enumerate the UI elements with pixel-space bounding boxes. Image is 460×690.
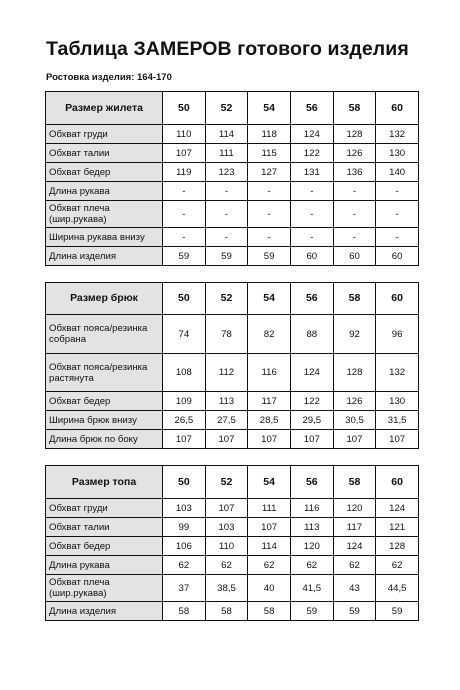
table-cell: 114: [205, 125, 248, 144]
size-header: 54: [248, 466, 291, 499]
table-row: [46, 602, 419, 621]
size-header: 56: [290, 92, 333, 125]
size-header: 60: [376, 466, 419, 499]
table-cell: -: [163, 228, 206, 247]
row-label: Ширина рукава внизу: [46, 228, 163, 247]
table-cell: 62: [205, 556, 248, 575]
header-label: Размер жилета: [46, 92, 163, 125]
row-label: Обхват плеча (шир.рукава): [46, 201, 163, 228]
table-cell: 59: [205, 247, 248, 266]
table-cell: 114: [248, 537, 291, 556]
table-cell: 140: [376, 163, 419, 182]
table-cell: 116: [248, 354, 291, 392]
table-cell: 120: [333, 499, 376, 518]
table-cell: 109: [163, 392, 206, 411]
table-cell: -: [333, 228, 376, 247]
table-cell: 107: [333, 430, 376, 449]
table-cell: -: [205, 201, 248, 228]
vest-size-table: [45, 91, 419, 266]
table-cell: 106: [163, 537, 206, 556]
table-row: [46, 556, 419, 575]
table-cell: 96: [376, 315, 419, 354]
table-cell: 107: [248, 518, 291, 537]
table-cell: 60: [290, 247, 333, 266]
table-cell: 122: [290, 144, 333, 163]
table-cell: 136: [333, 163, 376, 182]
table-cell: 62: [248, 556, 291, 575]
table-row: [46, 125, 419, 144]
table-cell: -: [290, 228, 333, 247]
table-cell: 113: [205, 392, 248, 411]
table-cell: 40: [248, 575, 291, 602]
table-cell: -: [248, 201, 291, 228]
table-cell: 117: [333, 518, 376, 537]
table-row: [46, 411, 419, 430]
table-cell: 111: [248, 499, 291, 518]
table-row: [46, 354, 419, 392]
table-cell: 112: [205, 354, 248, 392]
table-cell: 59: [163, 247, 206, 266]
table-cell: 60: [333, 247, 376, 266]
table-cell: -: [205, 182, 248, 201]
size-header: 58: [333, 92, 376, 125]
table-row: [46, 518, 419, 537]
table-cell: 28,5: [248, 411, 291, 430]
table-cell: 131: [290, 163, 333, 182]
row-label: Обхват плеча (шир.рукава): [46, 575, 163, 602]
table-cell: 118: [248, 125, 291, 144]
table-cell: 26,5: [163, 411, 206, 430]
size-header: 58: [333, 283, 376, 315]
table-cell: 29,5: [290, 411, 333, 430]
table-row: [46, 144, 419, 163]
table-cell: 107: [376, 430, 419, 449]
table-cell: 116: [290, 499, 333, 518]
table-row: [46, 537, 419, 556]
table-cell: 124: [290, 354, 333, 392]
table-cell: 128: [333, 125, 376, 144]
page-title: Таблица ЗАМЕРОВ готового изделия: [46, 38, 409, 60]
size-header: 52: [205, 283, 248, 315]
table-cell: 62: [290, 556, 333, 575]
table-row: [46, 430, 419, 449]
table-cell: 43: [333, 575, 376, 602]
header-label: Размер брюк: [46, 283, 163, 315]
row-label: Обхват талии: [46, 144, 163, 163]
table-cell: 103: [163, 499, 206, 518]
table-cell: -: [333, 201, 376, 228]
table-cell: 123: [205, 163, 248, 182]
size-header: 54: [248, 283, 291, 315]
table-cell: 130: [376, 144, 419, 163]
size-header: 60: [376, 92, 419, 125]
table-row: [46, 315, 419, 354]
table-cell: 128: [376, 537, 419, 556]
table-cell: -: [163, 182, 206, 201]
table-cell: 59: [333, 602, 376, 621]
table-row: [46, 228, 419, 247]
table-cell: 124: [290, 125, 333, 144]
table-cell: -: [376, 201, 419, 228]
table-cell: 31,5: [376, 411, 419, 430]
size-header: 56: [290, 466, 333, 499]
row-label: Длина изделия: [46, 602, 163, 621]
size-header: 58: [333, 466, 376, 499]
top-size-table: [45, 465, 419, 621]
row-label: Длина рукава: [46, 182, 163, 201]
table-cell: -: [290, 182, 333, 201]
table-cell: 122: [290, 392, 333, 411]
trousers-size-table: [45, 282, 419, 449]
table-cell: 78: [205, 315, 248, 354]
table-row: [46, 499, 419, 518]
table-cell: 62: [163, 556, 206, 575]
table-cell: -: [290, 201, 333, 228]
table-cell: 130: [376, 392, 419, 411]
table-cell: 58: [248, 602, 291, 621]
table-row: [46, 163, 419, 182]
table-cell: 111: [205, 144, 248, 163]
table-cell: 59: [290, 602, 333, 621]
table-cell: 38,5: [205, 575, 248, 602]
table-cell: 110: [163, 125, 206, 144]
table-cell: 119: [163, 163, 206, 182]
row-label: Обхват талии: [46, 518, 163, 537]
table-cell: 58: [205, 602, 248, 621]
table-cell: 82: [248, 315, 291, 354]
table-cell: 110: [205, 537, 248, 556]
row-label: Обхват груди: [46, 499, 163, 518]
table-header-row: [46, 466, 419, 499]
table-cell: -: [248, 228, 291, 247]
table-cell: 113: [290, 518, 333, 537]
size-header: 52: [205, 92, 248, 125]
table-cell: -: [248, 182, 291, 201]
table-cell: 120: [290, 537, 333, 556]
size-header: 54: [248, 92, 291, 125]
table-cell: 107: [163, 144, 206, 163]
table-cell: 127: [248, 163, 291, 182]
size-header: 56: [290, 283, 333, 315]
table-cell: -: [376, 182, 419, 201]
table-row: [46, 182, 419, 201]
size-header: 52: [205, 466, 248, 499]
table-cell: 44,5: [376, 575, 419, 602]
table-cell: 128: [333, 354, 376, 392]
row-label: Обхват пояса/резинка растянута: [46, 354, 163, 392]
table-cell: 99: [163, 518, 206, 537]
table-cell: 132: [376, 125, 419, 144]
row-label: Длина изделия: [46, 247, 163, 266]
row-label: Длина брюк по боку: [46, 430, 163, 449]
table-cell: 107: [163, 430, 206, 449]
table-cell: 126: [333, 392, 376, 411]
table-cell: 74: [163, 315, 206, 354]
table-cell: 117: [248, 392, 291, 411]
table-cell: 107: [248, 430, 291, 449]
table-cell: 103: [205, 518, 248, 537]
row-label: Обхват бедер: [46, 392, 163, 411]
table-cell: 41,5: [290, 575, 333, 602]
table-cell: 115: [248, 144, 291, 163]
size-header: 50: [163, 283, 206, 315]
row-label: Обхват бедер: [46, 163, 163, 182]
table-cell: 126: [333, 144, 376, 163]
table-cell: 59: [376, 602, 419, 621]
row-label: Длина рукава: [46, 556, 163, 575]
table-cell: 62: [333, 556, 376, 575]
row-label: Обхват пояса/резинка собрана: [46, 315, 163, 354]
table-cell: 88: [290, 315, 333, 354]
table-cell: 132: [376, 354, 419, 392]
table-cell: 27,5: [205, 411, 248, 430]
size-header: 60: [376, 283, 419, 315]
row-label: Обхват бедер: [46, 537, 163, 556]
table-cell: 62: [376, 556, 419, 575]
table-row: [46, 201, 419, 228]
table-cell: 30,5: [333, 411, 376, 430]
table-header-row: [46, 92, 419, 125]
table-cell: 108: [163, 354, 206, 392]
table-cell: 107: [290, 430, 333, 449]
table-cell: 121: [376, 518, 419, 537]
table-row: [46, 392, 419, 411]
table-cell: 60: [376, 247, 419, 266]
table-cell: -: [163, 201, 206, 228]
row-label: Обхват груди: [46, 125, 163, 144]
size-header: 50: [163, 466, 206, 499]
table-cell: 59: [248, 247, 291, 266]
table-cell: 58: [163, 602, 206, 621]
table-row: [46, 247, 419, 266]
table-row: [46, 575, 419, 602]
table-cell: 124: [376, 499, 419, 518]
table-cell: 124: [333, 537, 376, 556]
row-label: Ширина брюк внизу: [46, 411, 163, 430]
table-cell: -: [376, 228, 419, 247]
table-cell: -: [205, 228, 248, 247]
table-cell: 92: [333, 315, 376, 354]
height-range: Ростовка изделия: 164-170: [46, 72, 172, 83]
table-header-row: [46, 283, 419, 315]
table-cell: 37: [163, 575, 206, 602]
table-cell: -: [333, 182, 376, 201]
size-header: 50: [163, 92, 206, 125]
table-cell: 107: [205, 499, 248, 518]
header-label: Размер топа: [46, 466, 163, 499]
table-cell: 107: [205, 430, 248, 449]
